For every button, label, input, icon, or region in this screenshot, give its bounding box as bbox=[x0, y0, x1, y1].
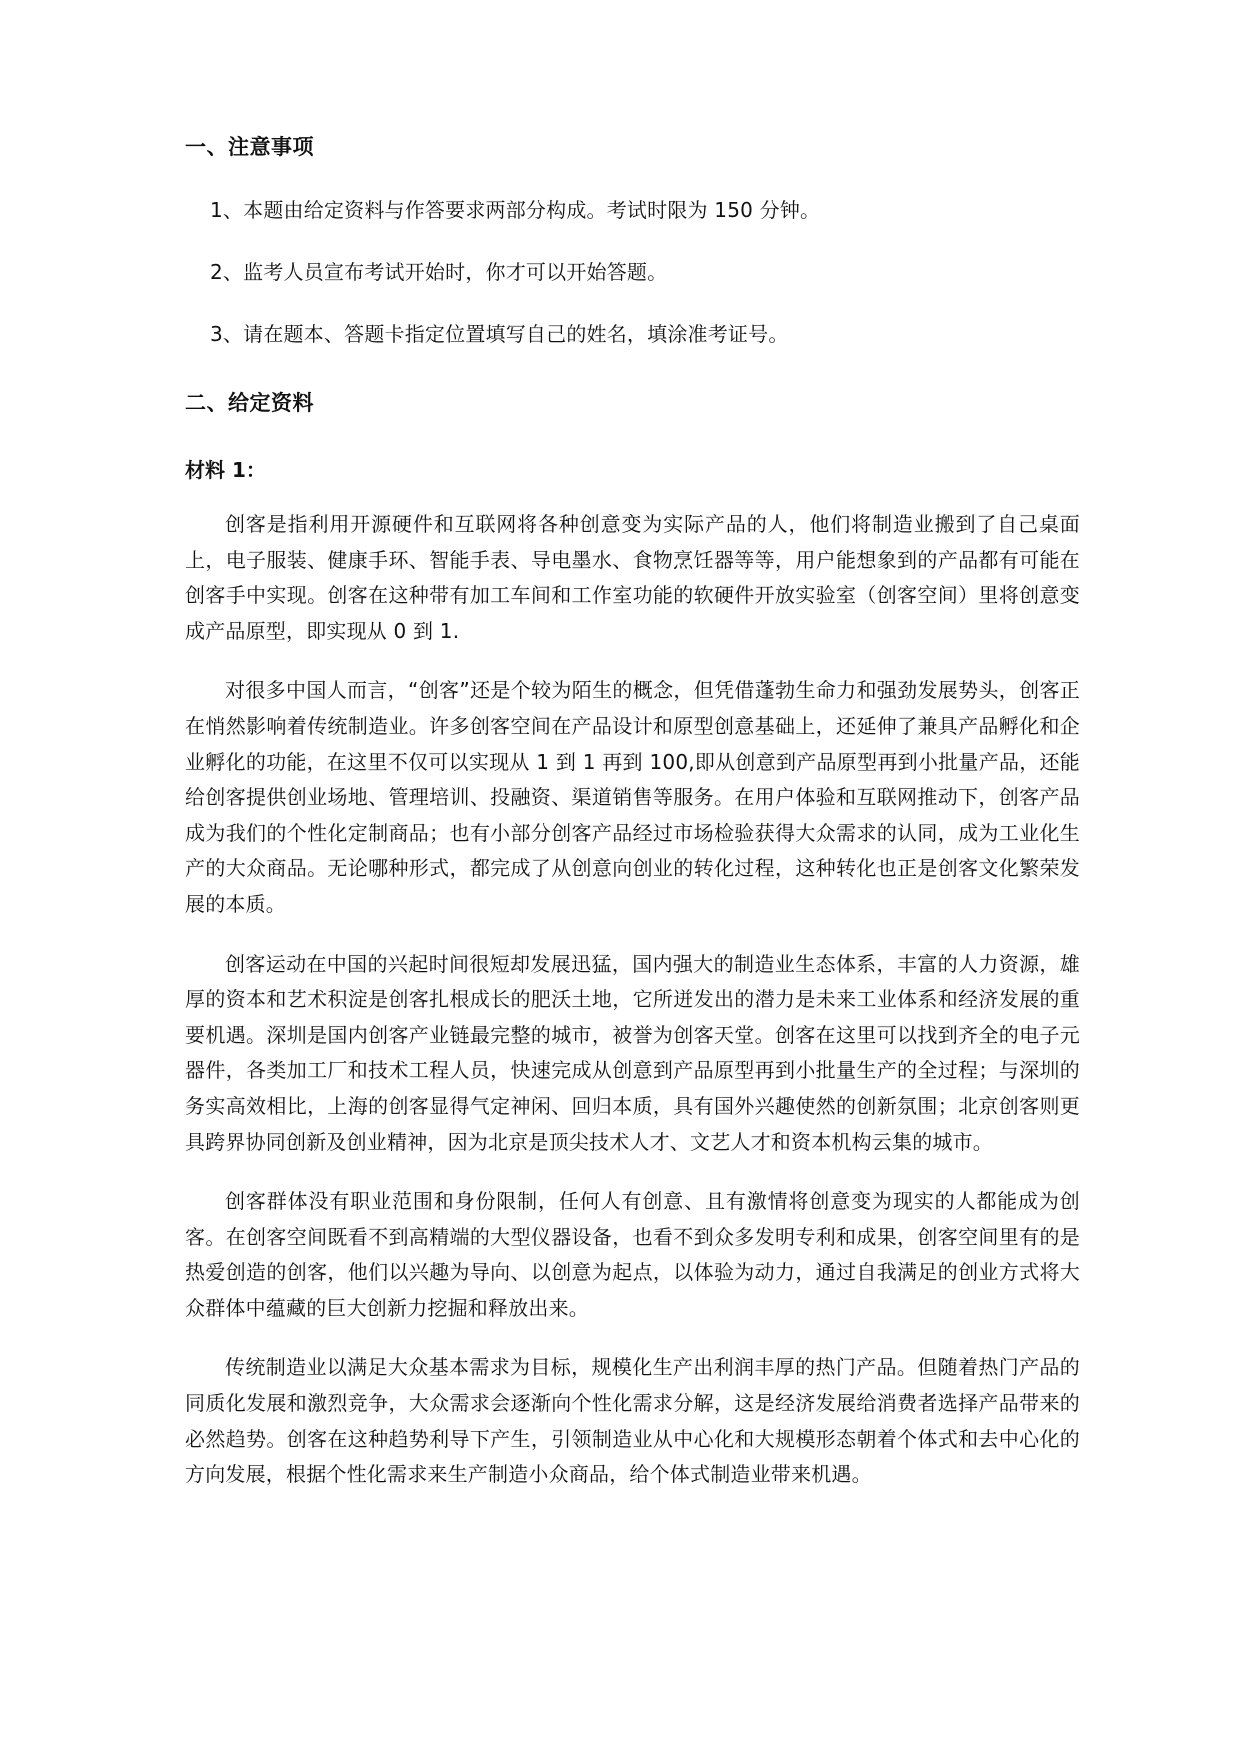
section-heading-notes: 一、注意事项 bbox=[185, 135, 314, 159]
material-paragraph-5: 传统制造业以满足大众基本需求为目标，规模化生产出利润丰厚的热门产品。但随着热门产品的同质化发展和激烈竞争，大众需求会逐渐向个性化需求分解，这是经济发展给消费者选择产品带来的必然趋势。创客在这种趋势利导下产生，引领制造业从中心化和大规模形态朝着个体式和去中心化的方向发展，根据个性化需求来生产制造小众商品，给个体式制造业带来机遇。 bbox=[185, 1355, 1080, 1487]
section-heading-materials: 二、给定资料 bbox=[185, 390, 314, 415]
material-paragraph-2: 对很多中国人而言，“创客”还是个较为陌生的概念，但凭借蓬勃生命力和强劲发展势头，创客正在悄然影响着传统制造业。许多创客空间在产品设计和原型创意基础上，还延伸了兼具产品孵化和企业孵化的功能，在这里不仅可以实现从 1 到 1 再到 100,即从创意到产品原型再到小批量产品，还能给创客提供创业场地、管理培训、投融资、渠道销售等服务。在用户体验和互联网推动下，创客产品成为我们的个性化定制商品；也有小部分创客产品经过市场检验获得大众需求的认同，成为工业化生产的大众商品。无论哪种形式，都完成了从创意向创业的转化过程，这种转化也正是创客文化繁荣发展的本质。 bbox=[185, 678, 1080, 916]
material-paragraph-3: 创客运动在中国的兴起时间很短却发展迅猛，国内强大的制造业生态体系，丰富的人力资源，雄厚的资本和艺术积淀是创客扎根成长的肥沃土地，它所迸发出的潜力是未来工业体系和经济发展的重要机遇。深圳是国内创客产业链最完整的城市，被誉为创客天堂。创客在这里可以找到齐全的电子元器件，各类加工厂和技术工程人员，快速完成从创意到产品原型再到小批量生产的全过程；与深圳的务实高效相比，上海的创客显得气定神闲、回归本质，具有国外兴趣使然的创新氛围；北京创客则更具跨界协同创新及创业精神，因为北京是顶尖技术人才、文艺人才和资本机构云集的城市。 bbox=[185, 951, 1080, 1154]
material-paragraph-4: 创客群体没有职业范围和身份限制，任何人有创意、且有激情将创意变为现实的人都能成为创客。在创客空间既看不到高精端的大型仪器设备，也看不到众多发明专利和成果，创客空间里有的是热爱创造的创客，他们以兴趣为导向、以创意为起点，以体验为动力，通过自我满足的创业方式将大众群体中蕴藏的巨大创新力挖掘和释放出来。 bbox=[185, 1189, 1080, 1320]
document-body bbox=[185, 132, 1080, 1493]
material-paragraph-1: 创客是指利用开源硬件和互联网将各种创意变为实际产品的人，他们将制造业搬到了自己桌面上，电子服装、健康手环、智能手表、导电墨水、食物烹饪器等等，用户能想象到的产品都有可能在创客手中实现。创客在这种带有加工车间和工作室功能的软硬件开放实验室（创客空间）里将创意变成产品原型，即实现从 0 到 1. bbox=[185, 512, 1080, 643]
note-item-3: 3、请在题本、答题卡指定位置填写自己的姓名，填涂准考证号。 bbox=[210, 321, 789, 346]
material-1-heading: 材料 1： bbox=[185, 458, 266, 482]
note-item-2: 2、监考人员宣布考试开始时，你才可以开始答题。 bbox=[210, 259, 668, 284]
note-item-1: 1、本题由给定资料与作答要求两部分构成。考试时限为 150 分钟。 bbox=[210, 197, 821, 222]
